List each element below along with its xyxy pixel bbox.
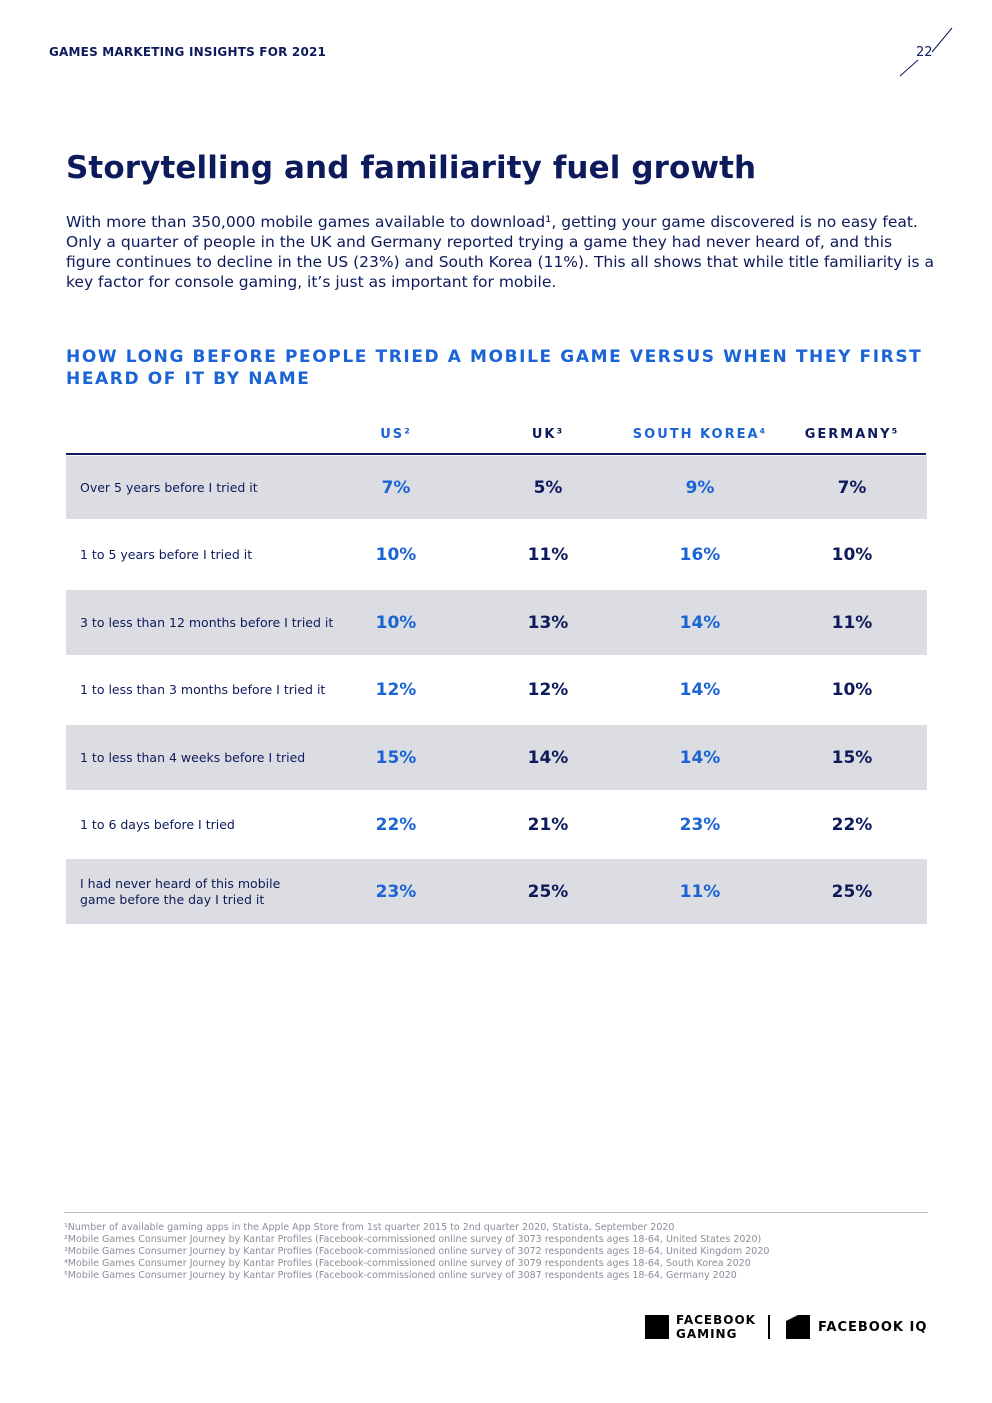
logo-divider xyxy=(768,1315,770,1339)
cell-us: 12% xyxy=(375,680,417,700)
table-row xyxy=(66,859,927,924)
cell-us: 7% xyxy=(381,477,411,498)
cell-uk: 11% xyxy=(527,544,569,565)
cell-south-korea: 14% xyxy=(679,612,721,633)
cell-south-korea: 11% xyxy=(679,881,721,902)
footnote-rule xyxy=(64,1212,928,1213)
cell-south-korea: 23% xyxy=(679,814,721,835)
page-title: Storytelling and familiarity fuel growth xyxy=(66,150,757,186)
cell-germany: 22% xyxy=(831,814,873,835)
cell-uk: 5% xyxy=(533,477,563,498)
page-number: 22 xyxy=(916,45,933,60)
footnote-4: ⁴Mobile Games Consumer Journey by Kantar Profiles (Facebook-commissioned online survey of 3079 respondents ages 18-64, South Korea 2020 xyxy=(64,1258,751,1269)
row-label: 1 to less than 4 weeks before I tried xyxy=(80,749,306,765)
column-header-uk: UK³ xyxy=(531,427,565,442)
cell-germany: 7% xyxy=(837,477,867,498)
table-row xyxy=(66,725,927,790)
row-label: 1 to 6 days before I tried xyxy=(80,816,235,832)
cell-us: 10% xyxy=(375,544,417,565)
row-label: 1 to less than 3 months before I tried it xyxy=(80,682,326,697)
row-label: I had never heard of this mobile game before the day I tried it xyxy=(80,875,281,907)
cell-uk: 13% xyxy=(527,612,569,633)
footnote-1: ¹Number of available gaming apps in the Apple App Store from 1st quarter 2015 to 2nd quarter 2020, Statista, September 2020 xyxy=(64,1222,675,1233)
table-row xyxy=(66,519,927,590)
cell-south-korea: 16% xyxy=(679,544,721,565)
cell-germany: 11% xyxy=(831,612,873,633)
logo-gaming-line1: FACEBOOK xyxy=(676,1313,756,1327)
cell-south-korea: 9% xyxy=(685,477,715,498)
cell-us: 10% xyxy=(375,612,417,633)
cell-us: 22% xyxy=(375,814,417,835)
cell-us: 23% xyxy=(375,881,417,902)
cell-uk: 12% xyxy=(527,680,569,700)
table-row xyxy=(66,456,927,519)
row-label: 1 to 5 years before I tried it xyxy=(80,546,253,562)
cell-south-korea: 14% xyxy=(679,680,721,700)
table-row xyxy=(66,590,927,655)
facebook-gaming-logo-icon xyxy=(645,1315,669,1339)
cell-uk: 21% xyxy=(527,814,569,835)
table-row xyxy=(66,790,927,859)
cell-south-korea: 14% xyxy=(679,747,721,768)
header-rule xyxy=(66,453,926,455)
table-heading: HOW LONG BEFORE PEOPLE TRIED A MOBILE GAME VERSUS WHEN THEY FIRST HEARD OF IT BY NAME xyxy=(66,347,923,389)
cell-germany: 15% xyxy=(831,747,873,768)
row-label: 3 to less than 12 months before I tried it xyxy=(80,614,334,630)
running-header: GAMES MARKETING INSIGHTS FOR 2021 xyxy=(49,45,327,59)
cell-germany: 10% xyxy=(831,680,873,700)
footnote-3: ³Mobile Games Consumer Journey by Kantar Profiles (Facebook-commissioned online survey of 3072 respondents ages 18-64, United Kingdom 2020 xyxy=(64,1246,770,1257)
cell-germany: 10% xyxy=(831,544,873,565)
footnotes xyxy=(64,1222,934,1282)
table-row xyxy=(66,655,927,725)
intro-paragraph: With more than 350,000 mobile games available to download¹, getting your game discovered is no easy feat. Only a quarter of people in the UK and Germany reported trying a game they had never heard of, and this figure continues to decline in the US (23%) and South Korea (11%). This all shows that while title familiarity is a key factor for console gaming, it’s just as important for mobile. xyxy=(66,213,934,291)
facebook-iq-logo-icon xyxy=(786,1315,810,1339)
cell-uk: 25% xyxy=(527,881,569,902)
column-header-germany: GERMANY⁵ xyxy=(804,427,900,442)
cell-uk: 14% xyxy=(527,747,569,768)
cell-germany: 25% xyxy=(831,881,873,902)
cell-us: 15% xyxy=(375,747,417,768)
footnote-5: ⁵Mobile Games Consumer Journey by Kantar Profiles (Facebook-commissioned online survey of 3087 respondents ages 18-64, Germany 2020 xyxy=(64,1270,737,1281)
row-label: Over 5 years before I tried it xyxy=(80,479,258,495)
footnote-2: ²Mobile Games Consumer Journey by Kantar Profiles (Facebook-commissioned online survey of 3073 respondents ages 18-64, United States 2020) xyxy=(64,1234,762,1245)
logo-gaming-line2: GAMING xyxy=(676,1327,738,1341)
column-header-us: US² xyxy=(380,427,412,442)
logo-iq-text: FACEBOOK IQ xyxy=(818,1320,928,1335)
column-header-south-korea: SOUTH KOREA⁴ xyxy=(632,427,768,442)
